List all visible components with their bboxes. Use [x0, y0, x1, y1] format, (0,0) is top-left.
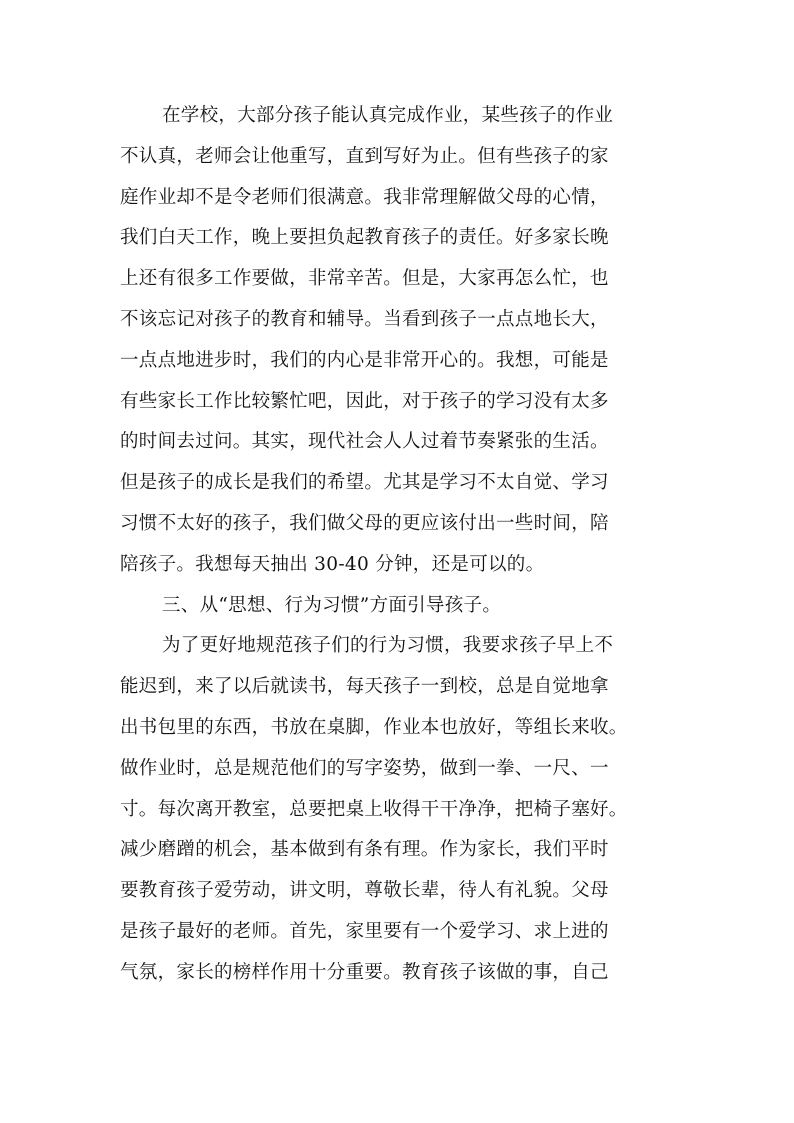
paragraph-line: 不该忘记对孩子的教育和辅导。当看到孩子一点点地长大， [120, 308, 609, 330]
paragraph-line: 庭作业却不是令老师们很满意。我非常理解做父母的心情， [120, 186, 609, 208]
paragraph-line: 是孩子最好的老师。首先，家里要有一个爱学习、求上进的 [120, 920, 609, 942]
paragraph-line: 陪孩子。我想每天抽出 30-40 分钟，还是可以的。 [120, 553, 545, 575]
paragraph-line: 但是孩子的成长是我们的希望。尤其是学习不太自觉、学习 [120, 472, 609, 494]
paragraph-line: 在学校，大部分孩子能认真完成作业，某些孩子的作业 [162, 105, 614, 126]
paragraph-line: 为了更好地规范孩子们的行为习惯，我要求孩子早上不 [162, 635, 614, 657]
paragraph-line: 寸。每次离开教室，总要把桌上收得干干净净，把椅子塞好。 [120, 798, 628, 820]
paragraph-line: 能迟到，来了以后就读书，每天孩子一到校，总是自觉地拿 [120, 676, 609, 698]
paragraph-line: 有些家长工作比较繁忙吧，因此，对于孩子的学习没有太多 [120, 390, 609, 412]
paragraph-line: 不认真，老师会让他重写，直到写好为止。但有些孩子的家 [120, 145, 609, 167]
paragraph-line: 减少磨蹭的机会，基本做到有条有理。作为家长，我们平时 [120, 839, 609, 861]
paragraph-line: 要教育孩子爱劳动，讲文明，尊敬长辈，待人有礼貌。父母 [120, 880, 609, 902]
section-heading: 三、从“思想、行为习惯”方面引导孩子。 [162, 594, 502, 616]
paragraph-line: 我们白天工作，晚上要担负起教育孩子的责任。好多家长晚 [120, 227, 609, 249]
body-text [120, 96, 700, 994]
paragraph-line: 习惯不太好的孩子，我们做父母的更应该付出一些时间，陪 [120, 512, 609, 534]
paragraph-line: 一点点地进步时，我们的内心是非常开心的。我想，可能是 [120, 349, 609, 371]
paragraph-line: 上还有很多工作要做，非常辛苦。但是，大家再怎么忙，也 [120, 268, 609, 290]
paragraph-line: 出书包里的东西，书放在桌脚，作业本也放好，等组长来收。 [120, 716, 628, 738]
paragraph-line: 气氛，家长的榜样作用十分重要。教育孩子该做的事，自己 [120, 961, 609, 983]
paragraph-line: 的时间去过问。其实，现代社会人人过着节奏紧张的生活。 [120, 431, 609, 453]
paragraph-line: 做作业时，总是规范他们的写字姿势，做到一拳、一尺、一 [120, 757, 609, 779]
